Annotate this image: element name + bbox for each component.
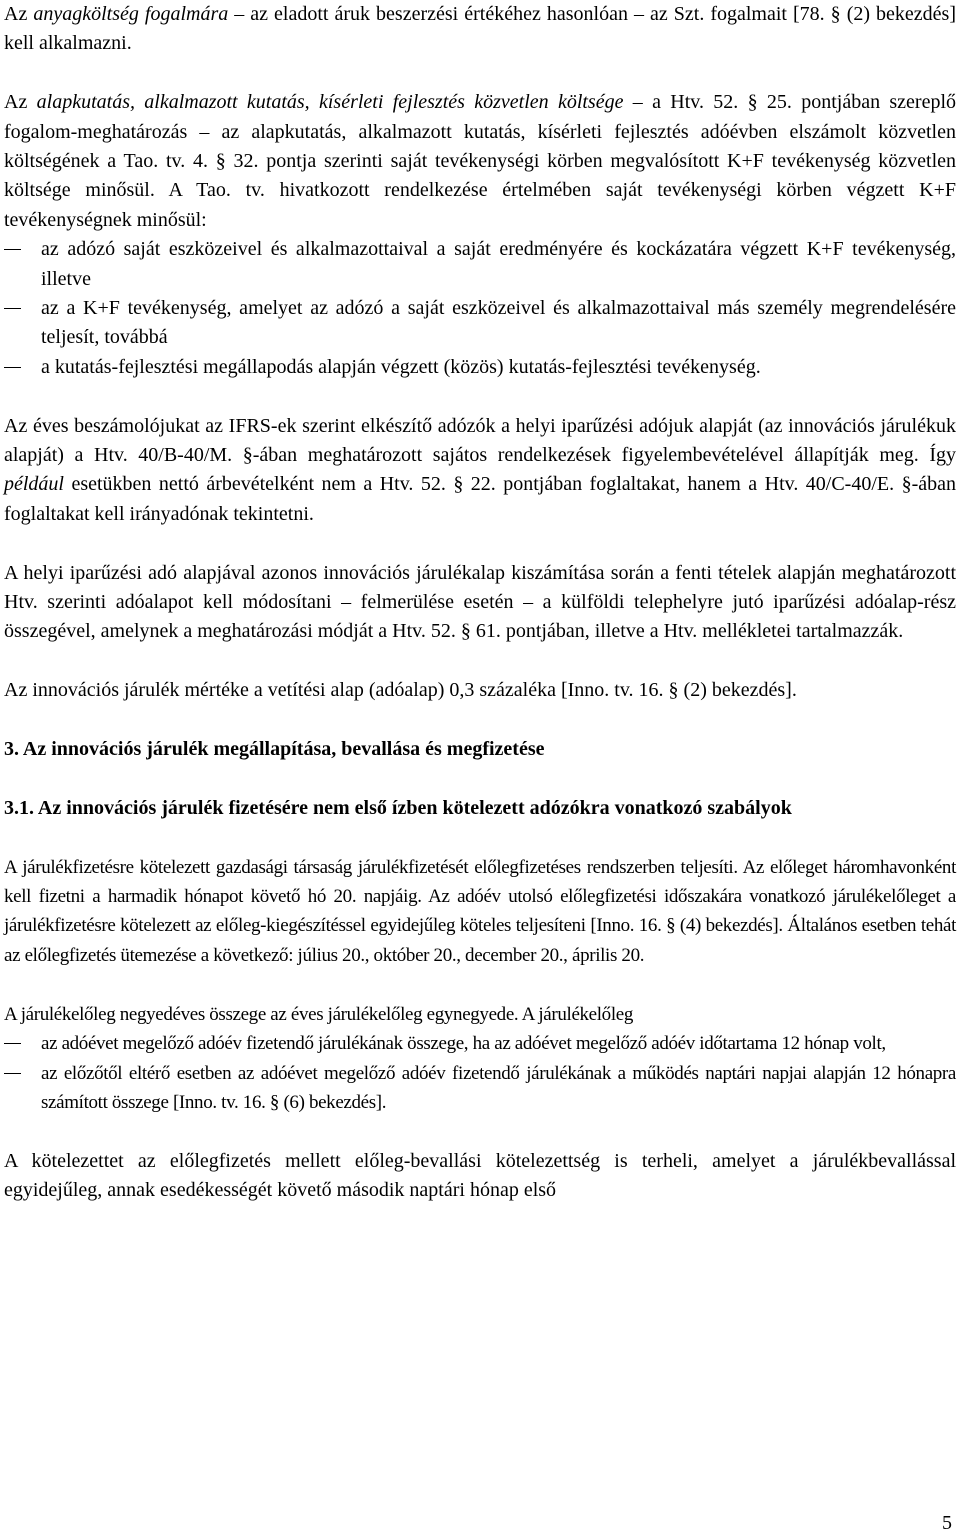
- list-item: az előzőtől eltérő esetben az adóévet megelőző adóév fizetendő járulékának a működés naptári napjai alapján 12 hónapra számított összege [Inno. tv. 16. § (6) bekezdés].: [4, 1059, 956, 1118]
- dash-bullet-icon: [4, 249, 21, 250]
- paragraph-negyedeves: A járulékelőleg negyedéves összege az éves járulékelőleg egynegyede. A járulékelőleg: [4, 1003, 633, 1025]
- paragraph-mertek: Az innovációs járulék mértéke a vetítési alap (adóalap) 0,3 százaléka [Inno. tv. 16. § (2) bekezdés].: [4, 679, 797, 702]
- list-item: a kutatás-fejlesztési megállapodás alapján végzett (közös) kutatás-fejlesztési tevékenység.: [4, 353, 956, 382]
- paragraph-jarulekalap: A helyi iparűzési adó alapjával azonos innovációs járulékalap kiszámítása során a fenti tételek alapján meghatározott Htv. szerinti adóalapot kell módosítani – felmerülése esetén – a külföldi telephelyre jutó iparűzési adóalap-rész összegével, amelynek a meghatározási módját a Htv. 52. § 61. pontjában, illetve a Htv. mellékletei tartalmazzák.: [4, 561, 956, 643]
- dash-bullet-icon: [4, 308, 21, 309]
- term-anyagkoltseg: anyagköltség fogalmára: [33, 3, 229, 25]
- eloleg-dash-list: [4, 1029, 956, 1117]
- list-item: az a K+F tevékenység, amelyet az adózó a saját eszközeivel és alkalmazottaival más személy megrendelésére teljesít, továbbá: [4, 294, 956, 353]
- page-number: 5: [942, 1512, 952, 1534]
- section-heading-3-1: 3.1. Az innovációs járulék fizetésére nem első ízben kötelezett adózókra vonatkozó szabályok: [4, 796, 792, 819]
- term-peldaul: például: [4, 473, 64, 496]
- document-page: [4, 0, 956, 1206]
- paragraph-elolegfizetes: A járulékfizetésre kötelezett gazdasági társaság járulékfizetését előlegfizetéses rendszerben teljesíti. Az előleget háromhavonként kell fizetni a harmadik hónapot követő hó 20. napjáig. Az adóév utolsó előlegfizetési időszakára vonatkozó járulékelőleget a járulékfizetésre kötelezett az előleg-kiegészítéssel egyidejűleg köteles teljesíteni [Inno. 16. § (4) bekezdés]. Általános esetben tehát az előlegfizetés ütemezése a következő: július 20., október 20., december 20., április 20.: [4, 856, 956, 966]
- dash-bullet-icon: [4, 367, 21, 368]
- dash-bullet-icon: [4, 1043, 21, 1044]
- list-item: az adózó saját eszközeivel és alkalmazottaival a saját eredményére és kockázatára végzett K+F tevékenység, illetve: [4, 235, 956, 294]
- paragraph-ifrs: Az éves beszámolójukat az IFRS-ek szerint elkészítő adózók a helyi iparűzési adójuk alapját (az innovációs járulékuk alapját) a Htv. 40/B-40/M. §-ában meghatározott sajátos rendelkezések figyelembevételével állapítják meg. Így például esetükben nettó árbevételként nem a Htv. 52. § 22. pontjában foglaltakat, hanem a Htv. 40/C-40/E. §-ában foglaltakat kell irányadónak tekintetni.: [4, 414, 956, 525]
- dash-bullet-icon: [4, 1073, 21, 1074]
- section-heading-3: 3. Az innovációs járulék megállapítása, bevallása és megfizetése: [4, 738, 545, 761]
- paragraph-bevallas: A kötelezettet az előlegfizetés mellett előleg-bevallási kötelezettség is terheli, amelyet a járulékbevallással egyidejűleg, annak esedékességét követő második naptári hónap első: [4, 1149, 956, 1202]
- kf-dash-list: [4, 235, 956, 382]
- paragraph-kf-koltseg: Az alapkutatás, alkalmazott kutatás, kísérleti fejlesztés közvetlen költsége – a Htv. 52. § 25. pontjában szereplő fogalom-meghatározás – az alapkutatás, alkalmazott kutatás, kísérleti fejlesztés adóévben elszámolt közvetlen költségének a Tao. tv. 4. § 32. pontja szerinti saját tevékenységi körben megvalósított K+F tevékenység közvetlen költsége minősül. A Tao. tv. hivatkozott rendelkezése értelmében saját tevékenységi körben végzett K+F tevékenységnek minősül:: [4, 91, 957, 231]
- term-kf-koltseg: alapkutatás, alkalmazott kutatás, kísérleti fejlesztés közvetlen költsége: [36, 91, 624, 114]
- paragraph-anyagkoltseg: Az anyagköltség fogalmára – az eladott áruk beszerzési értékéhez hasonlóan – az Szt. fogalmait [78. § (2) bekezdés] kell alkalmazni.: [4, 3, 956, 55]
- list-item: az adóévet megelőző adóév fizetendő járulékának összege, ha az adóévet megelőző adóév időtartama 12 hónap volt,: [4, 1029, 956, 1058]
